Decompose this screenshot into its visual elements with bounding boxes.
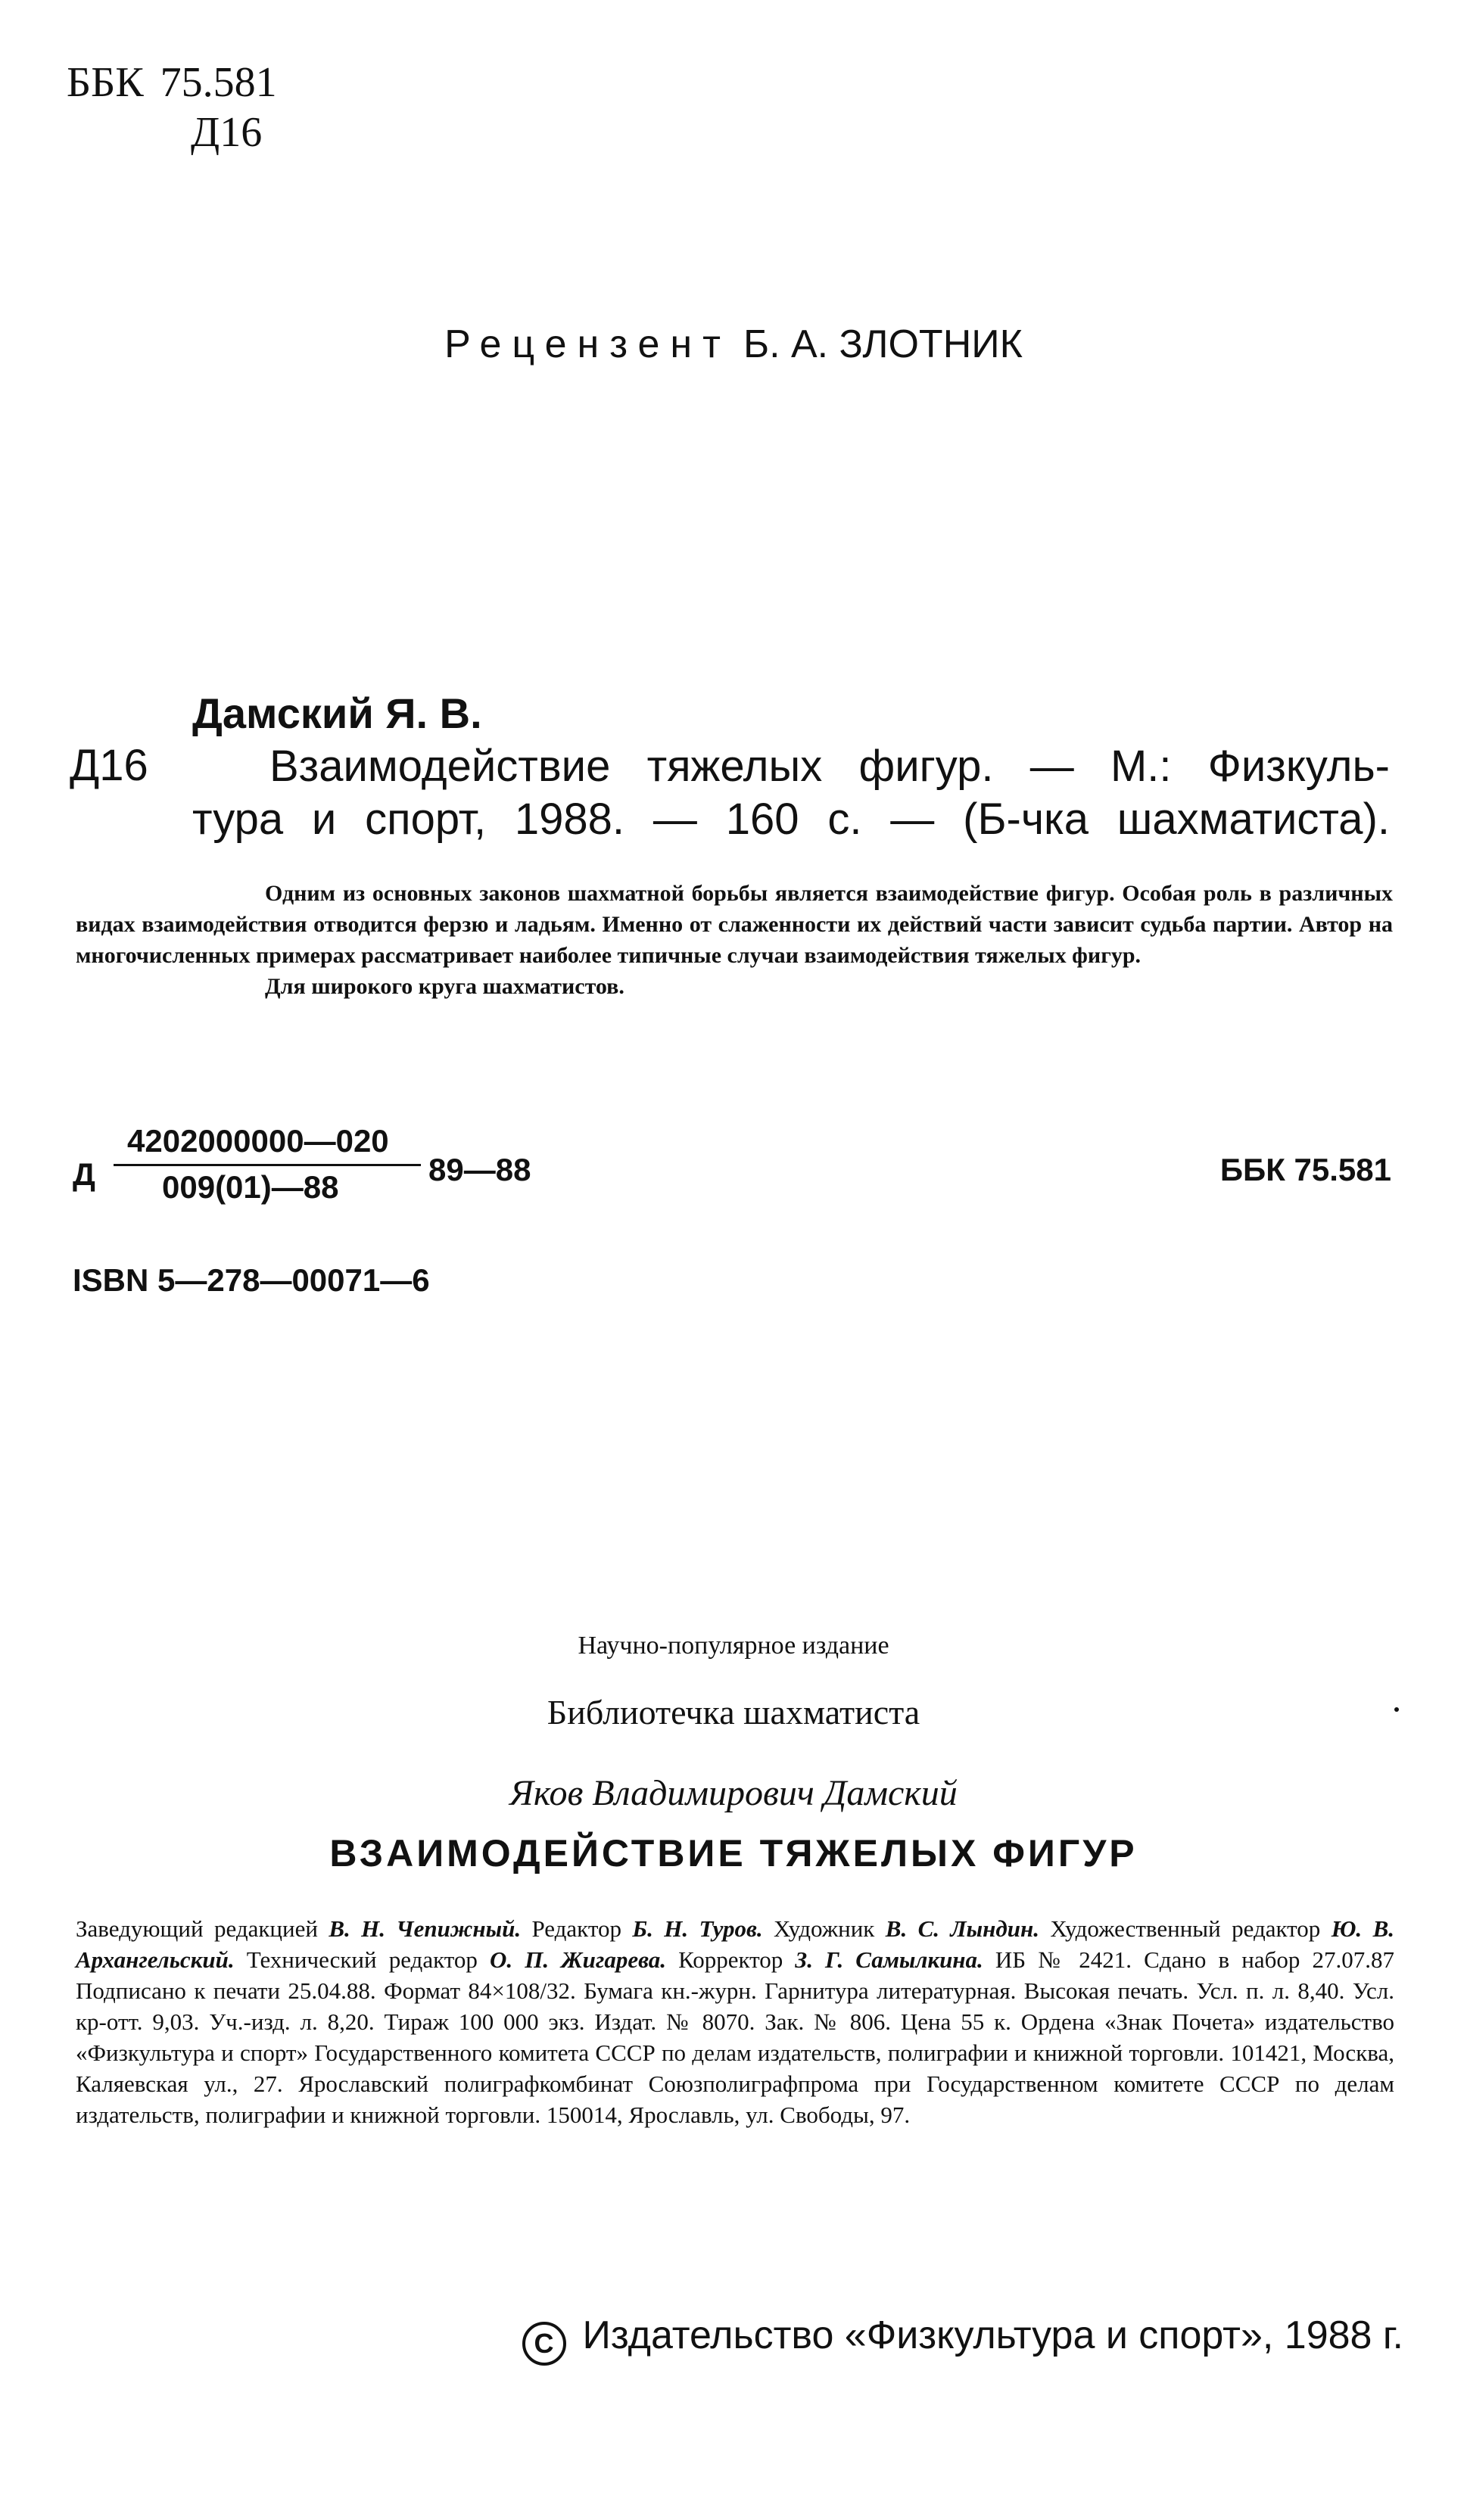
print-speck [1394,1707,1399,1712]
edition-type: Научно-популярное издание [578,1632,889,1660]
art-editor-name: Ю. В. Архангельский. [76,1915,1394,1973]
imprint-t3: Художник [762,1915,886,1942]
title-line-1: Взаимодействие тяжелых фигур. — М.: Физкуль- [269,742,1390,791]
imprint-t6: Корректор [666,1946,796,1973]
bbk-code: 75.581 [160,59,277,106]
catalog-prefix: Д [73,1156,95,1192]
imprint-block [76,1913,1394,2130]
series-name: Библиотечка шахматиста [547,1693,920,1731]
title-line-2: тура и спорт, 1988. — 160 с. — (Б-чка шахматиста). [192,795,1390,844]
head-editor-name: В. Н. Чепижный. [329,1915,522,1942]
imprint-t4: Художественный редактор [1039,1915,1332,1942]
reviewer-line [0,322,1467,367]
imprint-t1: Заведующий редакцией [76,1915,329,1942]
proofreader-name: З. Г. Самылкина. [795,1946,983,1973]
audience-text: Для широкого круга шахматистов. [265,974,624,999]
author-mark: Д16 [191,109,263,156]
catalog-index: Д16 [70,741,148,790]
copyright-icon: C [522,2322,566,2366]
imprint-t5: Технический редактор [234,1946,490,1973]
book-title: ВЗАИМОДЕЙСТВИЕ ТЯЖЕЛЫХ ФИГУР [329,1832,1138,1874]
bbk-label: ББК [67,59,144,106]
tech-editor-name: О. П. Жигарева. [490,1946,667,1973]
imprint-t2: Редактор [521,1915,633,1942]
top-bbk-block [67,58,277,157]
fraction-denominator: 009(01)—88 [162,1169,339,1205]
imprint-text [76,1913,1394,2130]
author-full-name: Яков Владимирович Дамский [509,1773,958,1813]
artist-name: В. С. Лындин. [885,1915,1039,1942]
imprint-t7: ИБ № 2421. Сдано в набор 27.07.87 Подписано к печати 25.04.88. Формат 84×108/32. Бумага кн.-журн. Гарнитура литературная. Высокая печать. Усл. п. л. 8,40. Усл. кр-отт. 9,03. Уч.-изд. л. 8,20. Тираж 100 000 экз. Издат. № 8070. Зак. № 806. Цена 55 к. Ордена «Знак Почета» издательство «Физкультура и спорт» Государственного комитета СССР по делам издательств, полиграфии и книжной торговли. 101421, Москва, Каляевская ул., 27. Ярославский полиграфкомбинат Союзполиграфпрома при Государственном комитете СССР по делам издательств, полиграфии и книжной торговли. 150014, Ярославль, ул. Свободы, 97. [76,1946,1394,2128]
catalog-title-entry [192,740,1390,846]
fraction-bar [114,1164,421,1166]
copyright-line [522,2313,1403,2366]
reviewer-name: Б. А. ЗЛОТНИК [743,322,1023,366]
isbn: ISBN 5—278—00071—6 [73,1262,430,1298]
reviewer-label: Рецензент [444,322,731,366]
abstract [76,878,1393,1002]
catalog-fraction [114,1123,421,1206]
catalog-bbk: ББК 75.581 [1219,1152,1391,1187]
fraction-suffix: 89—88 [428,1152,531,1187]
copyright-text: Издательство «Физкультура и спорт», 1988 г. [582,2313,1403,2357]
fraction-numerator: 4202000000—020 [127,1123,389,1159]
editor-name: Б. Н. Туров. [632,1915,763,1942]
abstract-text: Одним из основных законов шахматной борьбы является взаимодействие фигур. Особая роль в различных видах взаимодействия отводится ферзю и ладьям. Именно от слаженности их действий части зависит судьба партии. Автор на многочисленных примерах рассматривает наиболее типичные случаи взаимодействия тяжелых фигур. [76,881,1393,968]
catalog-author: Дамский Я. В. [192,689,482,737]
